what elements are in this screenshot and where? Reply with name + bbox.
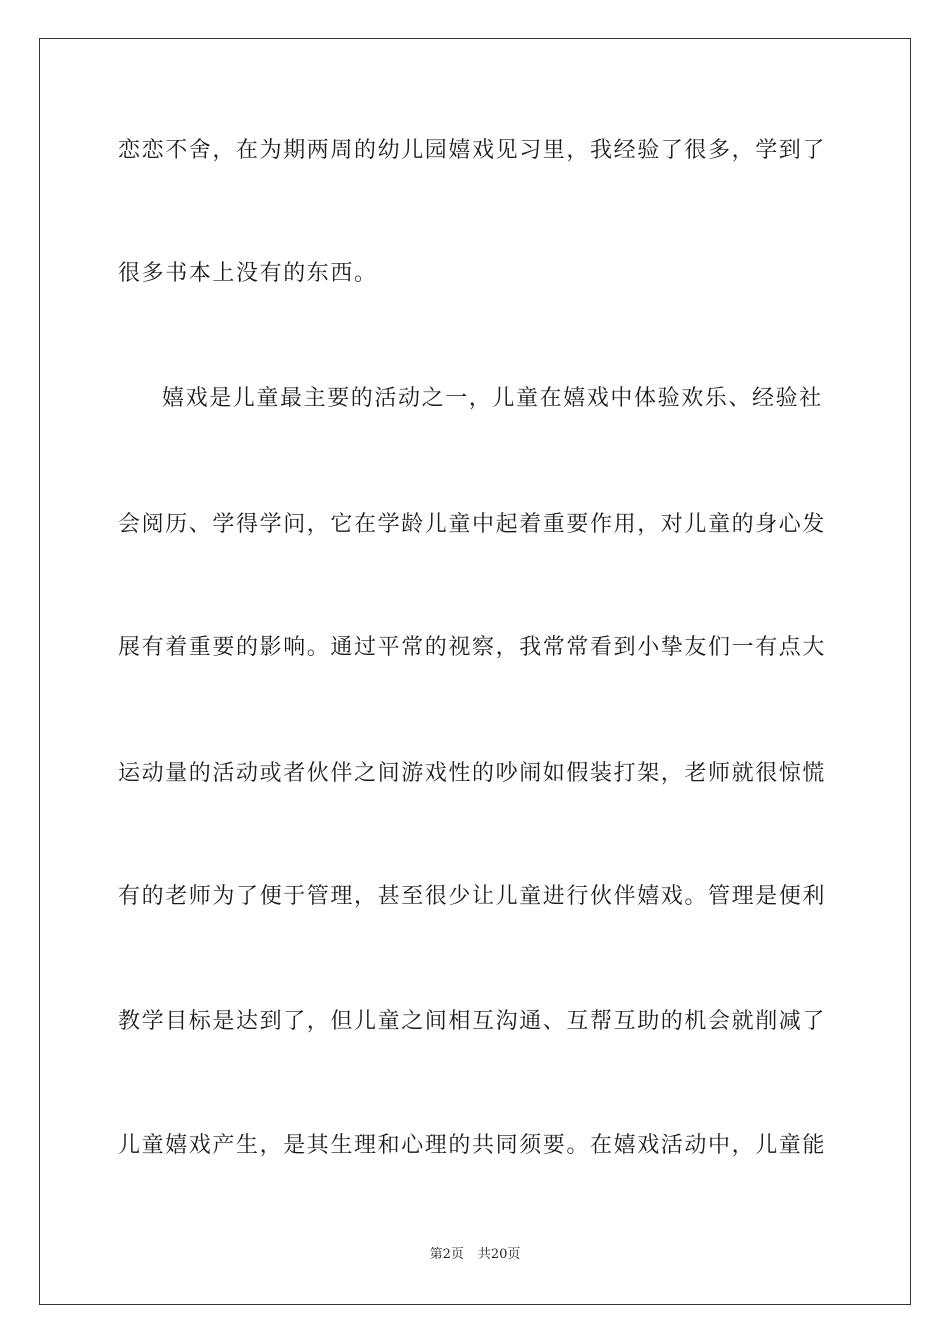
text-line-5: 展有着重要的影响。通过平常的视察，我常常看到小挚友们一有点大 xyxy=(118,635,827,660)
text-line-2: 很多书本上没有的东西。 xyxy=(118,261,378,286)
text-line-1: 恋恋不舍，在为期两周的幼儿园嬉戏见习里，我经验了很多，学到了 xyxy=(118,138,827,163)
page-total: 共20页 xyxy=(477,1247,521,1262)
page-number: 第2页 xyxy=(429,1247,464,1262)
text-line-7: 有的老师为了便于管理，甚至很少让儿童进行伙伴嬉戏。管理是便利 xyxy=(118,884,827,909)
text-line-3-indented: 嬉戏是儿童最主要的活动之一，儿童在嬉戏中体验欢乐、经验社 xyxy=(162,386,823,411)
text-line-6: 运动量的活动或者伙伴之间游戏性的吵闹如假装打架，老师就很惊慌 xyxy=(118,761,827,786)
page-border xyxy=(39,38,911,1305)
page-footer xyxy=(0,1246,950,1264)
text-line-4: 会阅历、学得学问，它在学龄儿童中起着重要作用，对儿童的身心发 xyxy=(118,512,827,537)
text-line-9: 儿童嬉戏产生，是其生理和心理的共同须要。在嬉戏活动中，儿童能 xyxy=(118,1133,827,1158)
text-line-8: 教学目标是达到了，但儿童之间相互沟通、互帮互助的机会就削减了 xyxy=(118,1009,827,1034)
